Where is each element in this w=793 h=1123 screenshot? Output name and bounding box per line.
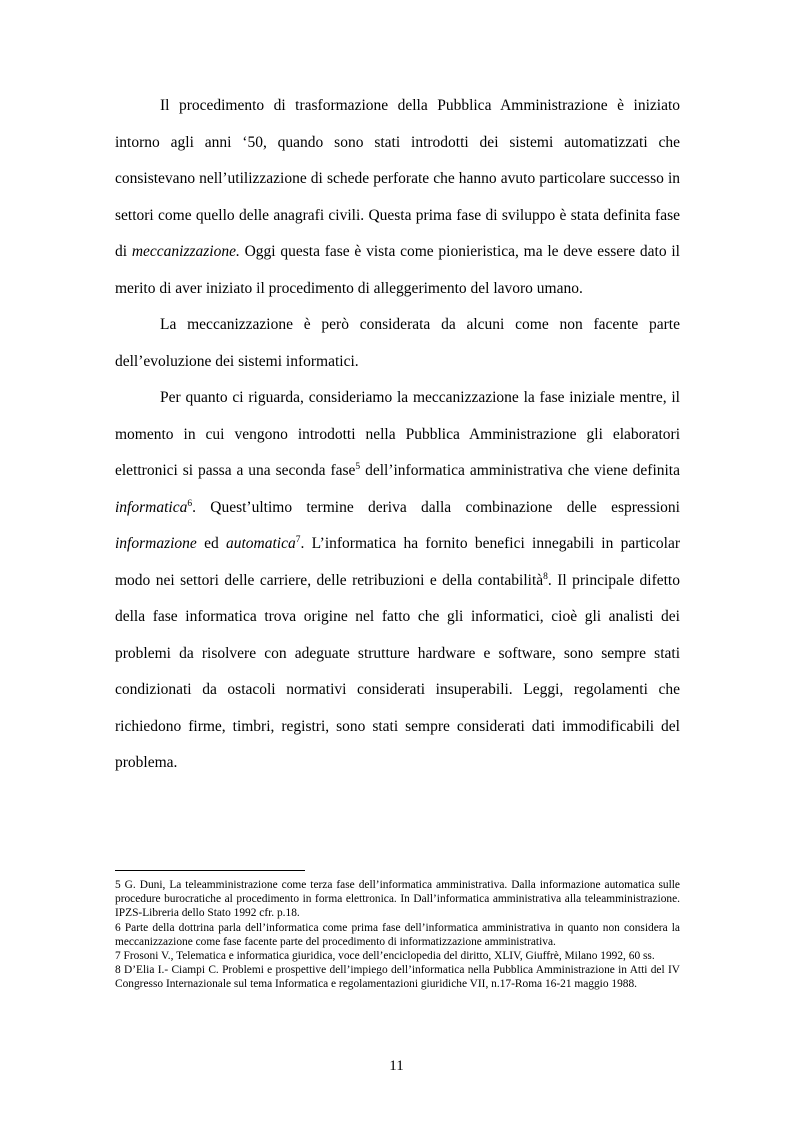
footnote-ref-7[interactable]: 7 [295, 535, 301, 545]
footnote-8: 8 D’Elia I.- Ciampi C. Problemi e prospettive dell’impiego dell’informatica nella Pubblica Amministrazione in Atti del IV Congresso Internazionale sul tema Informatica e regolamentazioni giuridiche VII, n.17-Roma 16-21 maggio 1988. [115, 964, 680, 991]
paragraph-text: . Quest’ultimo termine deriva dalla combinazione delle espressioni [192, 498, 680, 516]
paragraph-text: Oggi questa fase è vista come pionieristica, ma le deve essere dato il merito di aver iniziato il procedimento di alleggerimento del lavoro umano. [115, 243, 680, 297]
paragraph-text: Il procedimento di trasformazione della Pubblica Amministrazione è iniziato intorno agli anni ‘50, quando sono stati introdotti dei sistemi automatizzati che consistevano nell’utilizzazione di schede perforate che hanno avuto particolare successo in settori come quello delle anagrafi civili. Questa prima fase di sviluppo è stata definita fase di [115, 97, 680, 260]
page-number: 11 [389, 1058, 404, 1074]
footnote-7: 7 Frosoni V., Telematica e informatica giuridica, voce dell’enciclopedia del diritto, XLIV, Giuffrè, Milano 1992, 60 ss. [115, 950, 655, 963]
italic-term: automatica [225, 535, 296, 552]
paragraph-text: dell’informatica amministrativa che viene definita [360, 462, 680, 479]
body-text [115, 88, 680, 782]
footnote-ref-6[interactable]: 6 [187, 498, 193, 509]
footnote-5: 5 G. Duni, La teleamministrazione come terza fase dell’informatica amministrativa. Dalla informazione automatica sulle procedure burocratiche al procedimento in forma elettronica. In Dall’informatica amministrativa alla teleamministrazione. IPZS-Libreria dello Stato 1992 cfr. p.18. [115, 879, 680, 920]
paragraph-3 [115, 380, 680, 782]
paragraph-1 [115, 88, 680, 307]
paragraph-text: . L’informatica ha fornito benefici innegabili in particolar modo nei settori delle carriere, delle retribuzioni e della contabilità [115, 535, 681, 589]
italic-term: meccanizzazione. [131, 243, 240, 260]
italic-term: informazione [115, 535, 197, 552]
paragraph-text: ed [196, 535, 226, 552]
paragraph-text: Per quanto ci riguarda, consideriamo la meccanizzazione la fase iniziale mentre, il momento in cui vengono introdotti nella Pubblica Amministrazione gli elaboratori elettronici si passa a una seconda fase [115, 389, 680, 479]
footnote-separator [115, 870, 305, 871]
footnote-ref-5[interactable]: 5 [355, 462, 361, 472]
paragraph-text: La meccanizzazione è però considerata da alcuni come non facente parte dell’evoluzione dei sistemi informatici. [115, 316, 680, 370]
footnote-ref-8[interactable]: 8 [543, 571, 548, 582]
paragraph-2 [115, 307, 680, 380]
footnote-6: 6 Parte della dottrina parla dell’informatica come prima fase dell’informatica amministrativa in quanto non considera la meccanizzazione come fase facente parte del procedimento di informatizzazione amministrativa. [115, 921, 680, 948]
italic-term: informatica [115, 498, 188, 516]
paragraph-text: . Il principale difetto della fase informatica trova origine nel fatto che gli informatici, cioè gli analisti dei problemi da risolvere con adeguate strutture hardware e software, sono sempre stati condizionati da ostacoli normativi considerati insuperabili. Leggi, regolamenti che richiedono firme, timbri, registri, sono stati sempre considerati dati immodificabili del problema. [115, 571, 680, 771]
footnotes [115, 878, 680, 992]
